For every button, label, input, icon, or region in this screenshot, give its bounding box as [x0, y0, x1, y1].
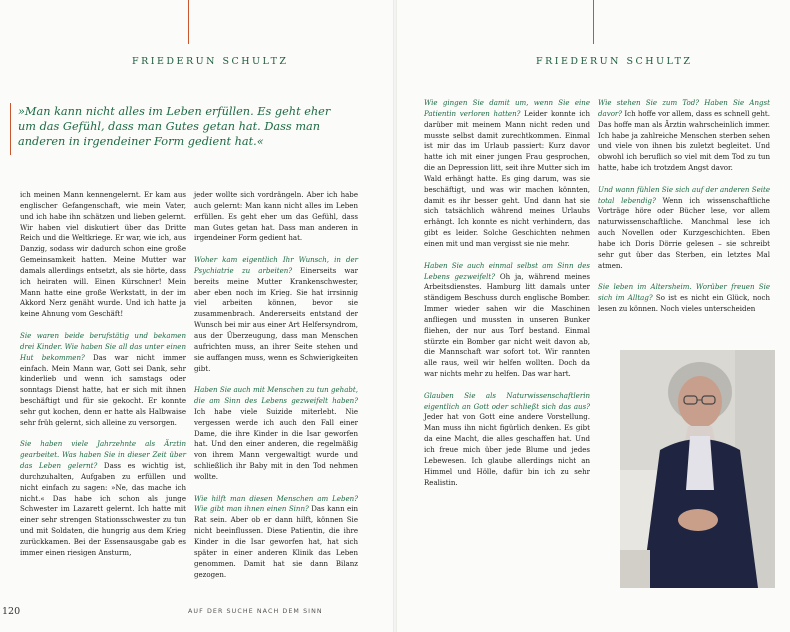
qa-paragraph — [20, 331, 186, 429]
pull-quote: »Man kann nicht alles im Leben erfüllen. Es geht eher um das Gefühl, dass man Gutes getan hat. Dass man anderen in irgendeiner Form gedient hat.« — [18, 105, 331, 148]
qa-paragraph — [194, 494, 358, 581]
question: Wie stehen Sie zum Tod? Haben Sie Angst davor? — [598, 98, 770, 118]
qa-paragraph — [194, 385, 358, 483]
page-number: 120 — [2, 606, 21, 617]
text-column-1 — [20, 190, 186, 559]
paragraph: jeder wollte sich vordrängeln. Aber ich habe auch gelernt: Man kann nicht alles im Leben erfüllen. Es geht eher um das Gefühl, dass man Gutes getan hat. Dass man anderen in irgendeiner Form gedient hat. — [194, 190, 358, 243]
qa-paragraph — [424, 98, 590, 250]
qa-paragraph — [194, 255, 358, 374]
question: Sie leben im Altersheim. Worüber freuen Sie sich im Alltag? — [598, 282, 770, 303]
answer: Einerseits war bereits meine Mutter Krankenschwester, aber eben noch im Krieg. Sie hat irrsinnig viel arbeiten können, bevor sie zusammenbrach. Andererseits entstand der Wunsch bei mir aus einer Art Helfersyndrom, aus der Überzeugung, dass man Menschen aufrichten muss, an ihrer Seite stehen und sie auffangen muss, wenn es Schwierigkeiten gibt. — [194, 265, 358, 373]
paragraph: ich meinen Mann kennengelernt. Er kam aus englischer Gefangenschaft, wie mein Vater, und ich habe ihn schätzen und lieben gelernt. Wir haben viel diskutiert über das Dritte Reich und die Weltkriege. Er war, wie ich, aus Danzig, sodass wir dadurch schon eine große Gemeinsamkeit hatten. Meine Mutter war damals allerdings entsetzt, als sie hörte, dass ich heiraten will. Einen Kürschner! Mein Mann hatte eine große Werkstatt, in der im Akkord Nerz genäht wurde. Und ich hatte ja keine Ahnung vom Geschäft! — [20, 190, 186, 319]
question: Haben Sie auch mit Menschen zu tun gehabt, die am Sinn des Lebens gezweifelt haben? — [194, 385, 358, 406]
answer: Das kann ein Rat sein. Aber ob er dann hilft, können Sie nicht beeinflussen. Diese Patientin, die ihre Kinder in die Isar geworfen hat, hat sich später in einer anderen Klinik das Leben genommen. Damit hat sie dann Bilanz gezogen. — [194, 504, 358, 579]
question: Wie gingen Sie damit um, wenn Sie eine Patientin verloren hatten? — [424, 98, 590, 118]
left-running-header: FRIEDERUN SCHULTZ — [132, 56, 289, 67]
text-column-4 — [598, 98, 770, 315]
text-column-3 — [424, 98, 590, 488]
qa-paragraph — [598, 98, 770, 174]
portrait-photo — [620, 350, 775, 588]
question: Sie haben viele Jahrzehnte als Ärztin gearbeitet. Was haben Sie in dieser Zeit über das Leben gelernt? — [20, 439, 186, 471]
answer: Leider konnte ich darüber mit meinem Mann nicht reden und musste selbst damit zurechtkommen. Einmal ist mir das im Urlaub passiert: Kurz davor hatte ich mit einer jungen Frau gesprochen, die an Depression litt, seit ihre Mutter sich im Wald erhängt hatte. Es ging darum, was sie beschäftigt, und was wir machen könnten, damit es ihr besser geht. Und dann hat sie sich tatsächlich während meines Urlaubs erhängt. Ich konnte es nicht verhindern, das gibt es leider. Solche Geschichten nehmen einen mit und man vergisst sie nie mehr. — [424, 108, 590, 248]
qa-paragraph — [598, 282, 770, 315]
answer: So ist es nicht ein Glück, noch lesen zu können. Noch vieles unterscheiden — [598, 293, 770, 314]
qa-paragraph — [598, 185, 770, 272]
right-header-tick — [593, 0, 594, 44]
qa-paragraph — [424, 261, 590, 380]
qa-paragraph — [424, 391, 590, 489]
question: Und wann fühlen Sie sich auf der anderen Seite total lebendig? — [598, 184, 770, 205]
answer: Wenn ich wissenschaftliche Vorträge höre oder Bücher lese, vor allem naturwissenschaftliche. Manchmal lese ich auch Novellen oder Kurzgeschichten. Eben habe ich Doris Dörrie gelesen – sie schreibt sehr gut über das Sterben, ein letztes Mal atmen. — [598, 195, 770, 270]
answer: Das war nicht immer einfach. Mein Mann war, Gott sei Dank, sehr kinderlieb und wenn ich samstags oder sonntags Dienst hatte, hat er sich mit ihnen beschäftigt und für sie gekocht. Er konnte sehr gut kochen, denn er hatte als Halbwaise sehr früh gelernt, sich alleine zu versorgen. — [20, 352, 186, 427]
question: Glauben Sie als Naturwissenschaftlerin eigentlich an Gott oder schließt sich das aus? — [424, 390, 590, 411]
text-column-2 — [194, 190, 358, 580]
answer: Ich habe viele Suizide miterlebt. Nie vergessen werde ich auch den Fall einer Dame, die ihre Kinder in die Isar geworfen hat. Und den einer anderen, die regelmäßig von ihrem Mann vergewaltigt wurde und schließlich ihr Baby mit in den Tod nehmen wollte. — [194, 406, 358, 481]
question: Woher kam eigentlich Ihr Wunsch, in der Psychiatrie zu arbeiten? — [194, 255, 358, 275]
qa-paragraph — [20, 439, 186, 558]
answer: Ich hoffe vor allem, dass es schnell geht. Das hoffe man als Ärztin wahrscheinlich immer. Ich habe ja zahlreiche Menschen sterben sehen und viele von ihnen bis zuletzt begleitet. Und obwohl ich beruflich so viel mit dem Tod zu tun hatte, habe ich trotzdem Angst davor. — [598, 108, 770, 173]
left-header-tick — [188, 0, 189, 44]
right-running-header: FRIEDERUN SCHULTZ — [536, 56, 693, 67]
answer: Dass es wichtig ist, durchzuhalten, Aufgaben zu erfüllen und nicht einfach zu sagen: »Ne, das mache ich nicht.« Das habe ich schon als junge Schwester im Lazarett gelernt. Ich hatte mit einer sehr strengen Stationsschwester zu tun und mit Soldaten, die hungrig aus dem Krieg zurückkamen. Bei der Essensausgabe gab es immer einen riesigen Ansturm, — [20, 461, 186, 557]
answer: Oh ja, während meines Arbeitsdienstes. Hamburg litt damals unter ständigem Beschuss durch englische Bomber. Immer wieder sahen wir die Maschinen anfliegen und mussten in unseren Bunker fliehen, der nur aus Torf bestand. Einmal stürzte ein Bomber gar nicht weit davon ab, die Mannschaft war sofort tot. Wir rannten alle raus, weil wir helfen wollten. Doch da war nichts mehr zu helfen. Das war hart. — [424, 271, 590, 379]
question: Sie waren beide berufstätig und bekamen drei Kinder. Wie haben Sie all das unter einen Hut bekommen? — [20, 330, 186, 362]
question: Haben Sie auch einmal selbst am Sinn des Lebens gezweifelt? — [424, 260, 590, 281]
running-footer-title: AUF DER SUCHE NACH DEM SINN — [188, 608, 323, 615]
portrait-illustration — [620, 350, 775, 588]
book-gutter — [393, 0, 397, 632]
pull-quote-rule — [10, 103, 11, 155]
question: Wie hilft man diesen Menschen am Leben? Wie gibt man ihnen einen Sinn? — [194, 493, 358, 514]
answer: Jeder hat von Gott eine andere Vorstellung. Man muss ihn nicht figürlich denken. Es gibt da eine Macht, die alles geschaffen hat. Und ich freue mich über jede Blume und jedes Lebewesen. Ich glaube allerdings nicht an Himmel und Hölle, dafür bin ich zu sehr Realistin. — [424, 412, 590, 487]
